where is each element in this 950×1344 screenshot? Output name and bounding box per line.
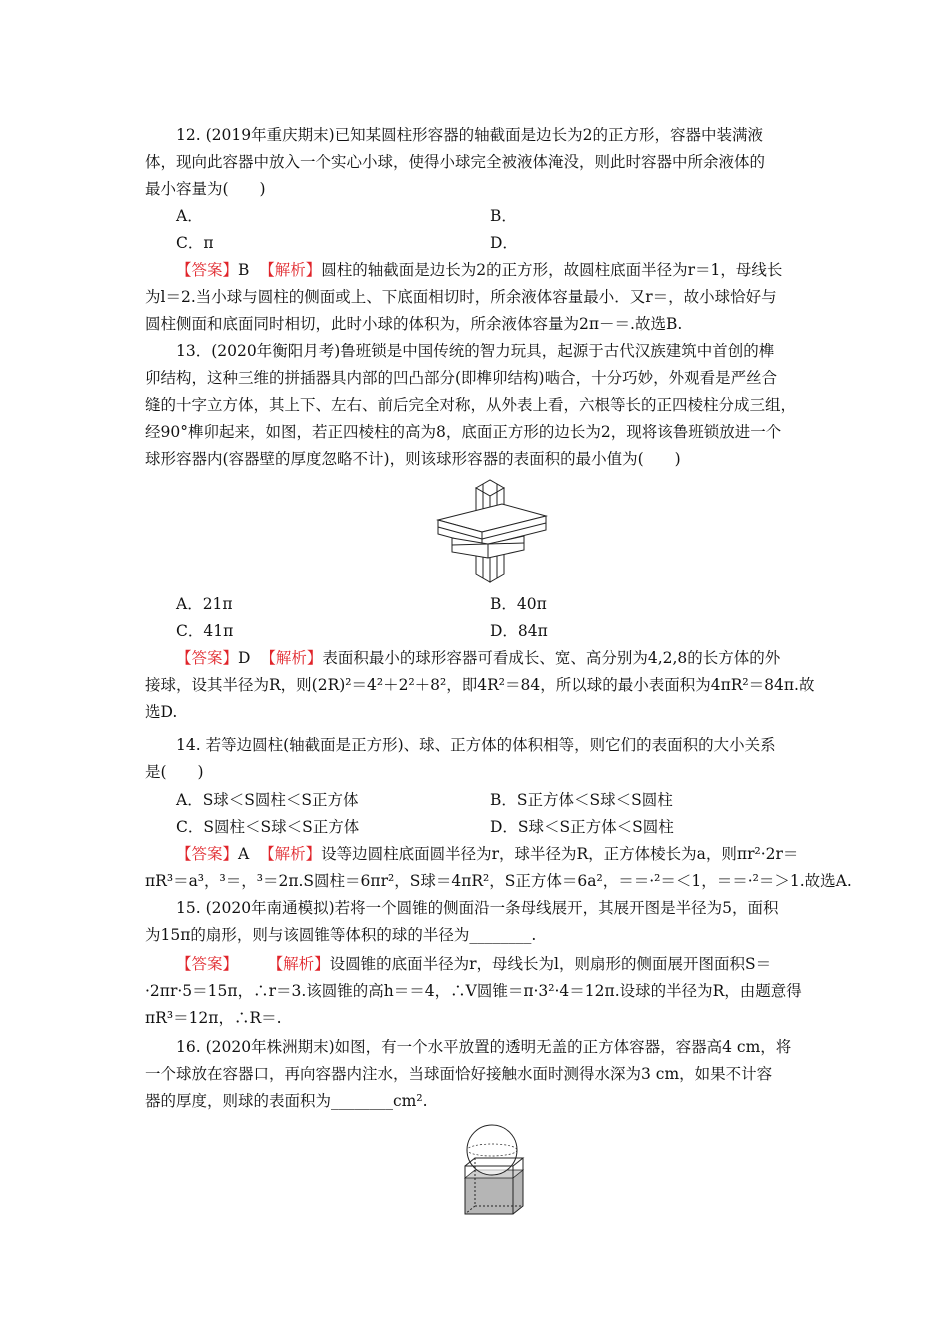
q12-option-c: C．π bbox=[176, 234, 214, 252]
q16-stem-line-3: 器的厚度，则球的表面积为________cm². bbox=[145, 1092, 428, 1110]
q13-answer: D bbox=[238, 649, 251, 667]
q12-stem-line-1: 12. (2019年重庆期末)已知某圆柱形容器的轴截面是边长为2的正方形，容器中装满液 bbox=[176, 126, 763, 144]
q15-analysis-line-2: ·2πr·5＝15π，∴r＝3.该圆锥的高h＝＝4，∴V圆锥＝π·3²·4＝12π.设球的半径为R，由题意得 bbox=[145, 982, 802, 1000]
q13-stem-line-2: 卯结构，这种三维的拼插器具内部的凹凸部分(即榫卯结构)啮合，十分巧妙，外观看是严丝合 bbox=[145, 369, 778, 387]
q16-stem-line-2: 一个球放在容器口，再向容器内注水，当球面恰好接触水面时测得水深为3 cm，如果不计容 bbox=[145, 1065, 773, 1083]
answer-tag: 【答案】 bbox=[176, 845, 239, 863]
analysis-tag: 【解析】 bbox=[267, 955, 330, 973]
q14-option-d: D．S球＜S正方体＜S圆柱 bbox=[490, 818, 674, 836]
q13-stem-line-4: 经90°榫卯起来，如图，若正四棱柱的高为8，底面正方形的边长为2，现将该鲁班锁放进一个 bbox=[145, 423, 782, 441]
q12-option-a: A． bbox=[176, 207, 203, 225]
q12-answer-line bbox=[176, 260, 782, 280]
q13-option-a: A．21π bbox=[176, 595, 233, 613]
q15-stem-line-1: 15. (2020年南通模拟)若将一个圆锥的侧面沿一条母线展开，其展开图是半径为5，面积 bbox=[176, 899, 779, 917]
q14-stem-line-1: 14. 若等边圆柱(轴截面是正方形)、球、正方体的体积相等，则它们的表面积的大小关系 bbox=[176, 736, 776, 754]
q12-stem-line-2: 体，现向此容器中放入一个实心小球，使得小球完全被液体淹没，则此时容器中所余液体的 bbox=[145, 153, 766, 171]
q14-answer-line bbox=[176, 844, 798, 864]
q13-analysis-1: 表面积最小的球形容器可看成长、宽、高分别为4,2,8的长方体的外 bbox=[322, 649, 781, 667]
q13-analysis-line-2: 接球，设其半径为R，则(2R)²＝4²＋2²＋8²，即4R²＝84，所以球的最小表面积为4πR²＝84π.故 bbox=[145, 676, 815, 694]
q12-stem-line-3: 最小容量为( ) bbox=[145, 180, 266, 198]
sphere-cube-figure bbox=[455, 1120, 535, 1220]
q15-analysis-line-3: πR³＝12π，∴R＝. bbox=[145, 1009, 282, 1027]
q13-stem-line-5: 球形容器内(容器壁的厚度忽略不计)，则该球形容器的表面积的最小值为( ) bbox=[145, 450, 681, 468]
q13-analysis-line-3: 选D. bbox=[145, 703, 178, 721]
q13-stem-line-1: 13．(2020年衡阳月考)鲁班锁是中国传统的智力玩具，起源于古代汉族建筑中首创的榫 bbox=[176, 342, 775, 360]
q14-stem-line-2: 是( ) bbox=[145, 763, 204, 781]
q12-analysis-line-3: 圆柱侧面和底面同时相切，此时小球的体积为，所余液体容量为2π－＝.故选B. bbox=[145, 315, 683, 333]
q16-stem-line-1: 16. (2020年株洲期末)如图，有一个水平放置的透明无盖的正方体容器，容器高4 cm，将 bbox=[176, 1038, 792, 1056]
q14-option-b: B．S正方体＜S球＜S圆柱 bbox=[490, 791, 673, 809]
q14-option-c: C．S圆柱＜S球＜S正方体 bbox=[176, 818, 360, 836]
q13-option-d: D．84π bbox=[490, 622, 548, 640]
analysis-tag: 【解析】 bbox=[259, 261, 322, 279]
q12-option-b: B． bbox=[490, 207, 517, 225]
q12-analysis-1: 圆柱的轴截面是边长为2的正方形，故圆柱底面半径为r＝1，母线长 bbox=[321, 261, 783, 279]
answer-tag: 【答案】 bbox=[176, 649, 239, 667]
q13-stem-line-3: 缝的十字立方体，其上下、左右、前后完全对称，从外表上看，六根等长的正四棱柱分成三组， bbox=[145, 396, 797, 414]
q12-answer: B bbox=[238, 261, 250, 279]
q12-analysis-line-2: 为l＝2.当小球与圆柱的侧面或上、下底面相切时，所余液体容量最小．又r＝，故小球恰好与 bbox=[145, 288, 777, 306]
q14-answer: A bbox=[238, 845, 250, 863]
answer-tag: 【答案】 bbox=[176, 261, 239, 279]
q15-analysis-1: 设圆锥的底面半径为r，母线长为l，则扇形的侧面展开图面积S＝ bbox=[329, 955, 772, 973]
q13-option-b: B．40π bbox=[490, 595, 547, 613]
luban-lock-figure bbox=[430, 478, 550, 588]
q15-stem-line-2: 为15π的扇形，则与该圆锥等体积的球的半径为________. bbox=[145, 926, 537, 944]
analysis-tag: 【解析】 bbox=[259, 845, 322, 863]
q13-answer-line bbox=[176, 648, 780, 668]
q14-option-a: A．S球＜S圆柱＜S正方体 bbox=[176, 791, 359, 809]
answer-tag: 【答案】 bbox=[176, 955, 239, 973]
q13-option-c: C．41π bbox=[176, 622, 234, 640]
q12-option-d: D． bbox=[490, 234, 518, 252]
q14-analysis-line-2: πR³＝a³，³＝，³＝2π.S圆柱＝6πr²，S球＝4πR²，S正方体＝6a²，＝＝·²＝＜1，＝＝·²＝＞1.故选A. bbox=[145, 872, 852, 890]
q15-answer-line bbox=[176, 954, 771, 974]
analysis-tag: 【解析】 bbox=[260, 649, 323, 667]
q14-analysis-1: 设等边圆柱底面圆半径为r，球半径为R，正方体棱长为a，则πr²·2r＝ bbox=[321, 845, 799, 863]
